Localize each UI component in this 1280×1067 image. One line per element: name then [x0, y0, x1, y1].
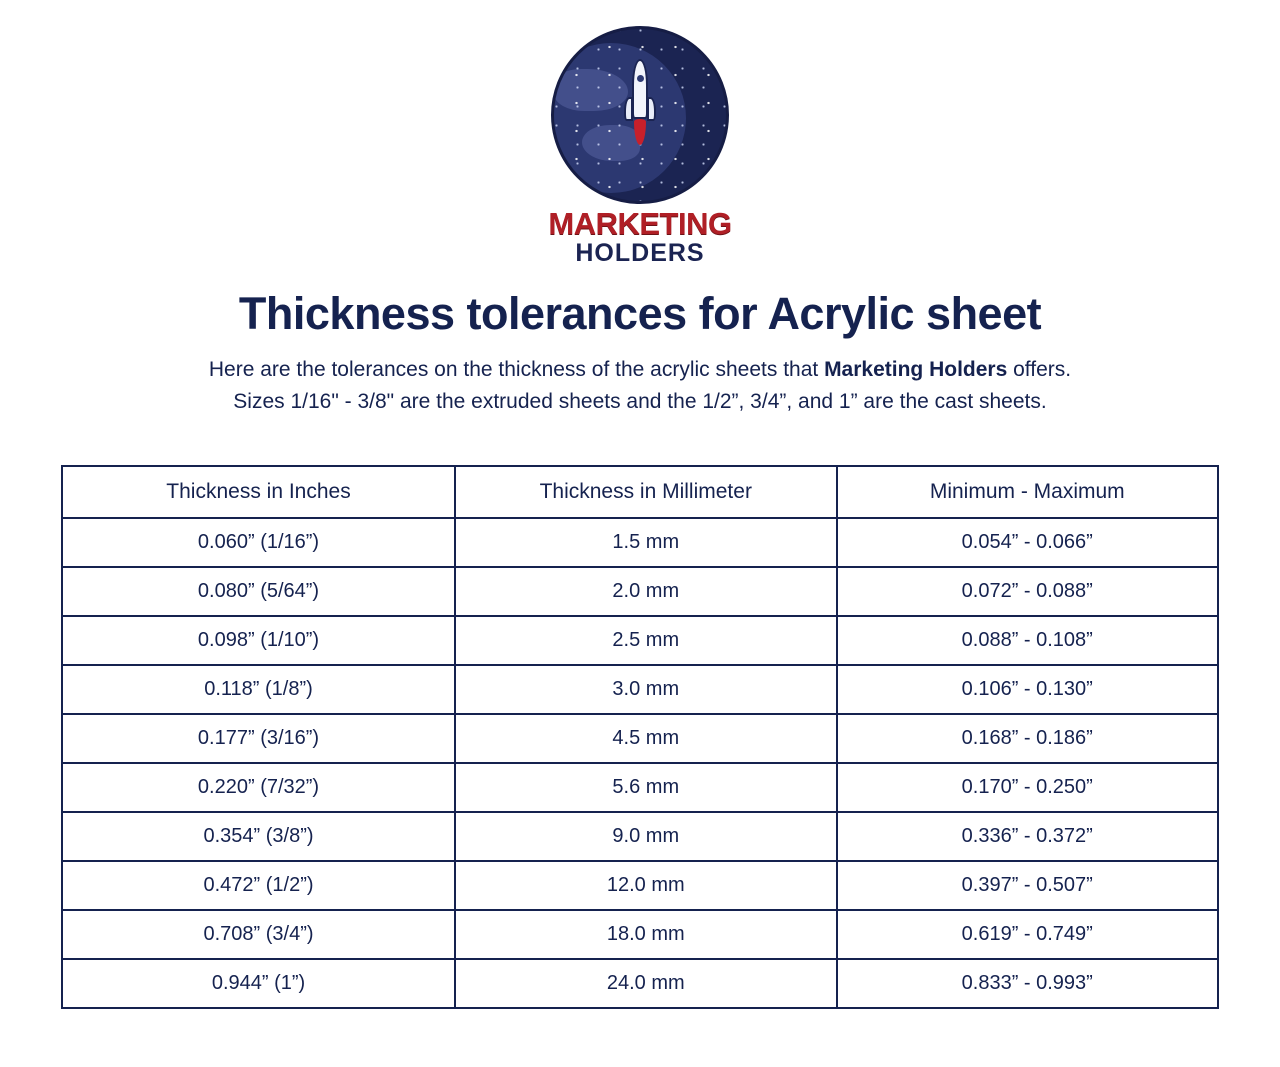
table-row [62, 910, 1218, 959]
cell-min-max: 0.088” - 0.108” [837, 616, 1219, 665]
table-row [62, 567, 1218, 616]
cell-inches: 0.177” (3/16”) [62, 714, 455, 763]
subtitle-text-2: offers. [1007, 358, 1072, 381]
table-row [62, 518, 1218, 567]
column-header-min-max: Minimum - Maximum [837, 466, 1219, 518]
rocket-fin-right [647, 97, 656, 121]
cell-min-max: 0.833” - 0.993” [837, 959, 1219, 1008]
table-row [62, 714, 1218, 763]
cell-inches: 0.098” (1/10”) [62, 616, 455, 665]
subtitle-line-2: Sizes 1/16" - 3/8" are the extruded sheets and the 1/2”, 3/4”, and 1” are the cast sheets. [233, 389, 1047, 413]
table-row [62, 616, 1218, 665]
subtitle-text-1: Here are the tolerances on the thickness of the acrylic sheets that [208, 358, 825, 381]
table-header-row [62, 466, 1218, 518]
column-header-inches: Thickness in Inches [62, 466, 455, 518]
cell-inches: 0.060” (1/16”) [62, 518, 455, 567]
cell-millimeter: 9.0 mm [455, 812, 836, 861]
cell-inches: 0.220” (7/32”) [62, 763, 455, 812]
tolerance-table-wrapper [61, 465, 1219, 1009]
cell-min-max: 0.170” - 0.250” [837, 763, 1219, 812]
cell-min-max: 0.336” - 0.372” [837, 812, 1219, 861]
cell-min-max: 0.054” - 0.066” [837, 518, 1219, 567]
subtitle-brand: Marketing Holders [824, 358, 1008, 381]
cell-min-max: 0.619” - 0.749” [837, 910, 1219, 959]
tolerance-table [61, 465, 1219, 1009]
cell-min-max: 0.072” - 0.088” [837, 567, 1219, 616]
page-subtitle [50, 354, 1230, 417]
rocket-window [637, 75, 644, 82]
cell-millimeter: 24.0 mm [455, 959, 836, 1008]
cell-millimeter: 3.0 mm [455, 665, 836, 714]
brand-logo [540, 26, 740, 266]
table-row [62, 763, 1218, 812]
column-header-millimeter: Thickness in Millimeter [455, 466, 836, 518]
cell-inches: 0.354” (3/8”) [62, 812, 455, 861]
brand-wordmark [548, 208, 731, 266]
rocket-body [632, 59, 648, 119]
brand-name-line1: MARKETING [548, 206, 732, 241]
cell-min-max: 0.168” - 0.186” [837, 714, 1219, 763]
cell-inches: 0.080” (5/64”) [62, 567, 455, 616]
cell-min-max: 0.397” - 0.507” [837, 861, 1219, 910]
cell-millimeter: 5.6 mm [455, 763, 836, 812]
cell-millimeter: 18.0 mm [455, 910, 836, 959]
cell-millimeter: 4.5 mm [455, 714, 836, 763]
cell-millimeter: 2.0 mm [455, 567, 836, 616]
table-row [62, 665, 1218, 714]
cell-min-max: 0.106” - 0.130” [837, 665, 1219, 714]
rocket-flame [634, 119, 646, 145]
table-row [62, 861, 1218, 910]
rocket-globe-icon [551, 26, 729, 204]
rocket-fin-left [624, 97, 633, 121]
cell-inches: 0.472” (1/2”) [62, 861, 455, 910]
table-row [62, 812, 1218, 861]
page-title: Thickness tolerances for Acrylic sheet [238, 288, 1042, 339]
cell-inches: 0.944” (1”) [62, 959, 455, 1008]
cell-inches: 0.708” (3/4”) [62, 910, 455, 959]
cell-millimeter: 1.5 mm [455, 518, 836, 567]
cell-inches: 0.118” (1/8”) [62, 665, 455, 714]
cell-millimeter: 12.0 mm [455, 861, 836, 910]
cell-millimeter: 2.5 mm [455, 616, 836, 665]
rocket-icon [625, 59, 655, 151]
table-row [62, 959, 1218, 1008]
brand-name-line2: HOLDERS [575, 239, 705, 267]
